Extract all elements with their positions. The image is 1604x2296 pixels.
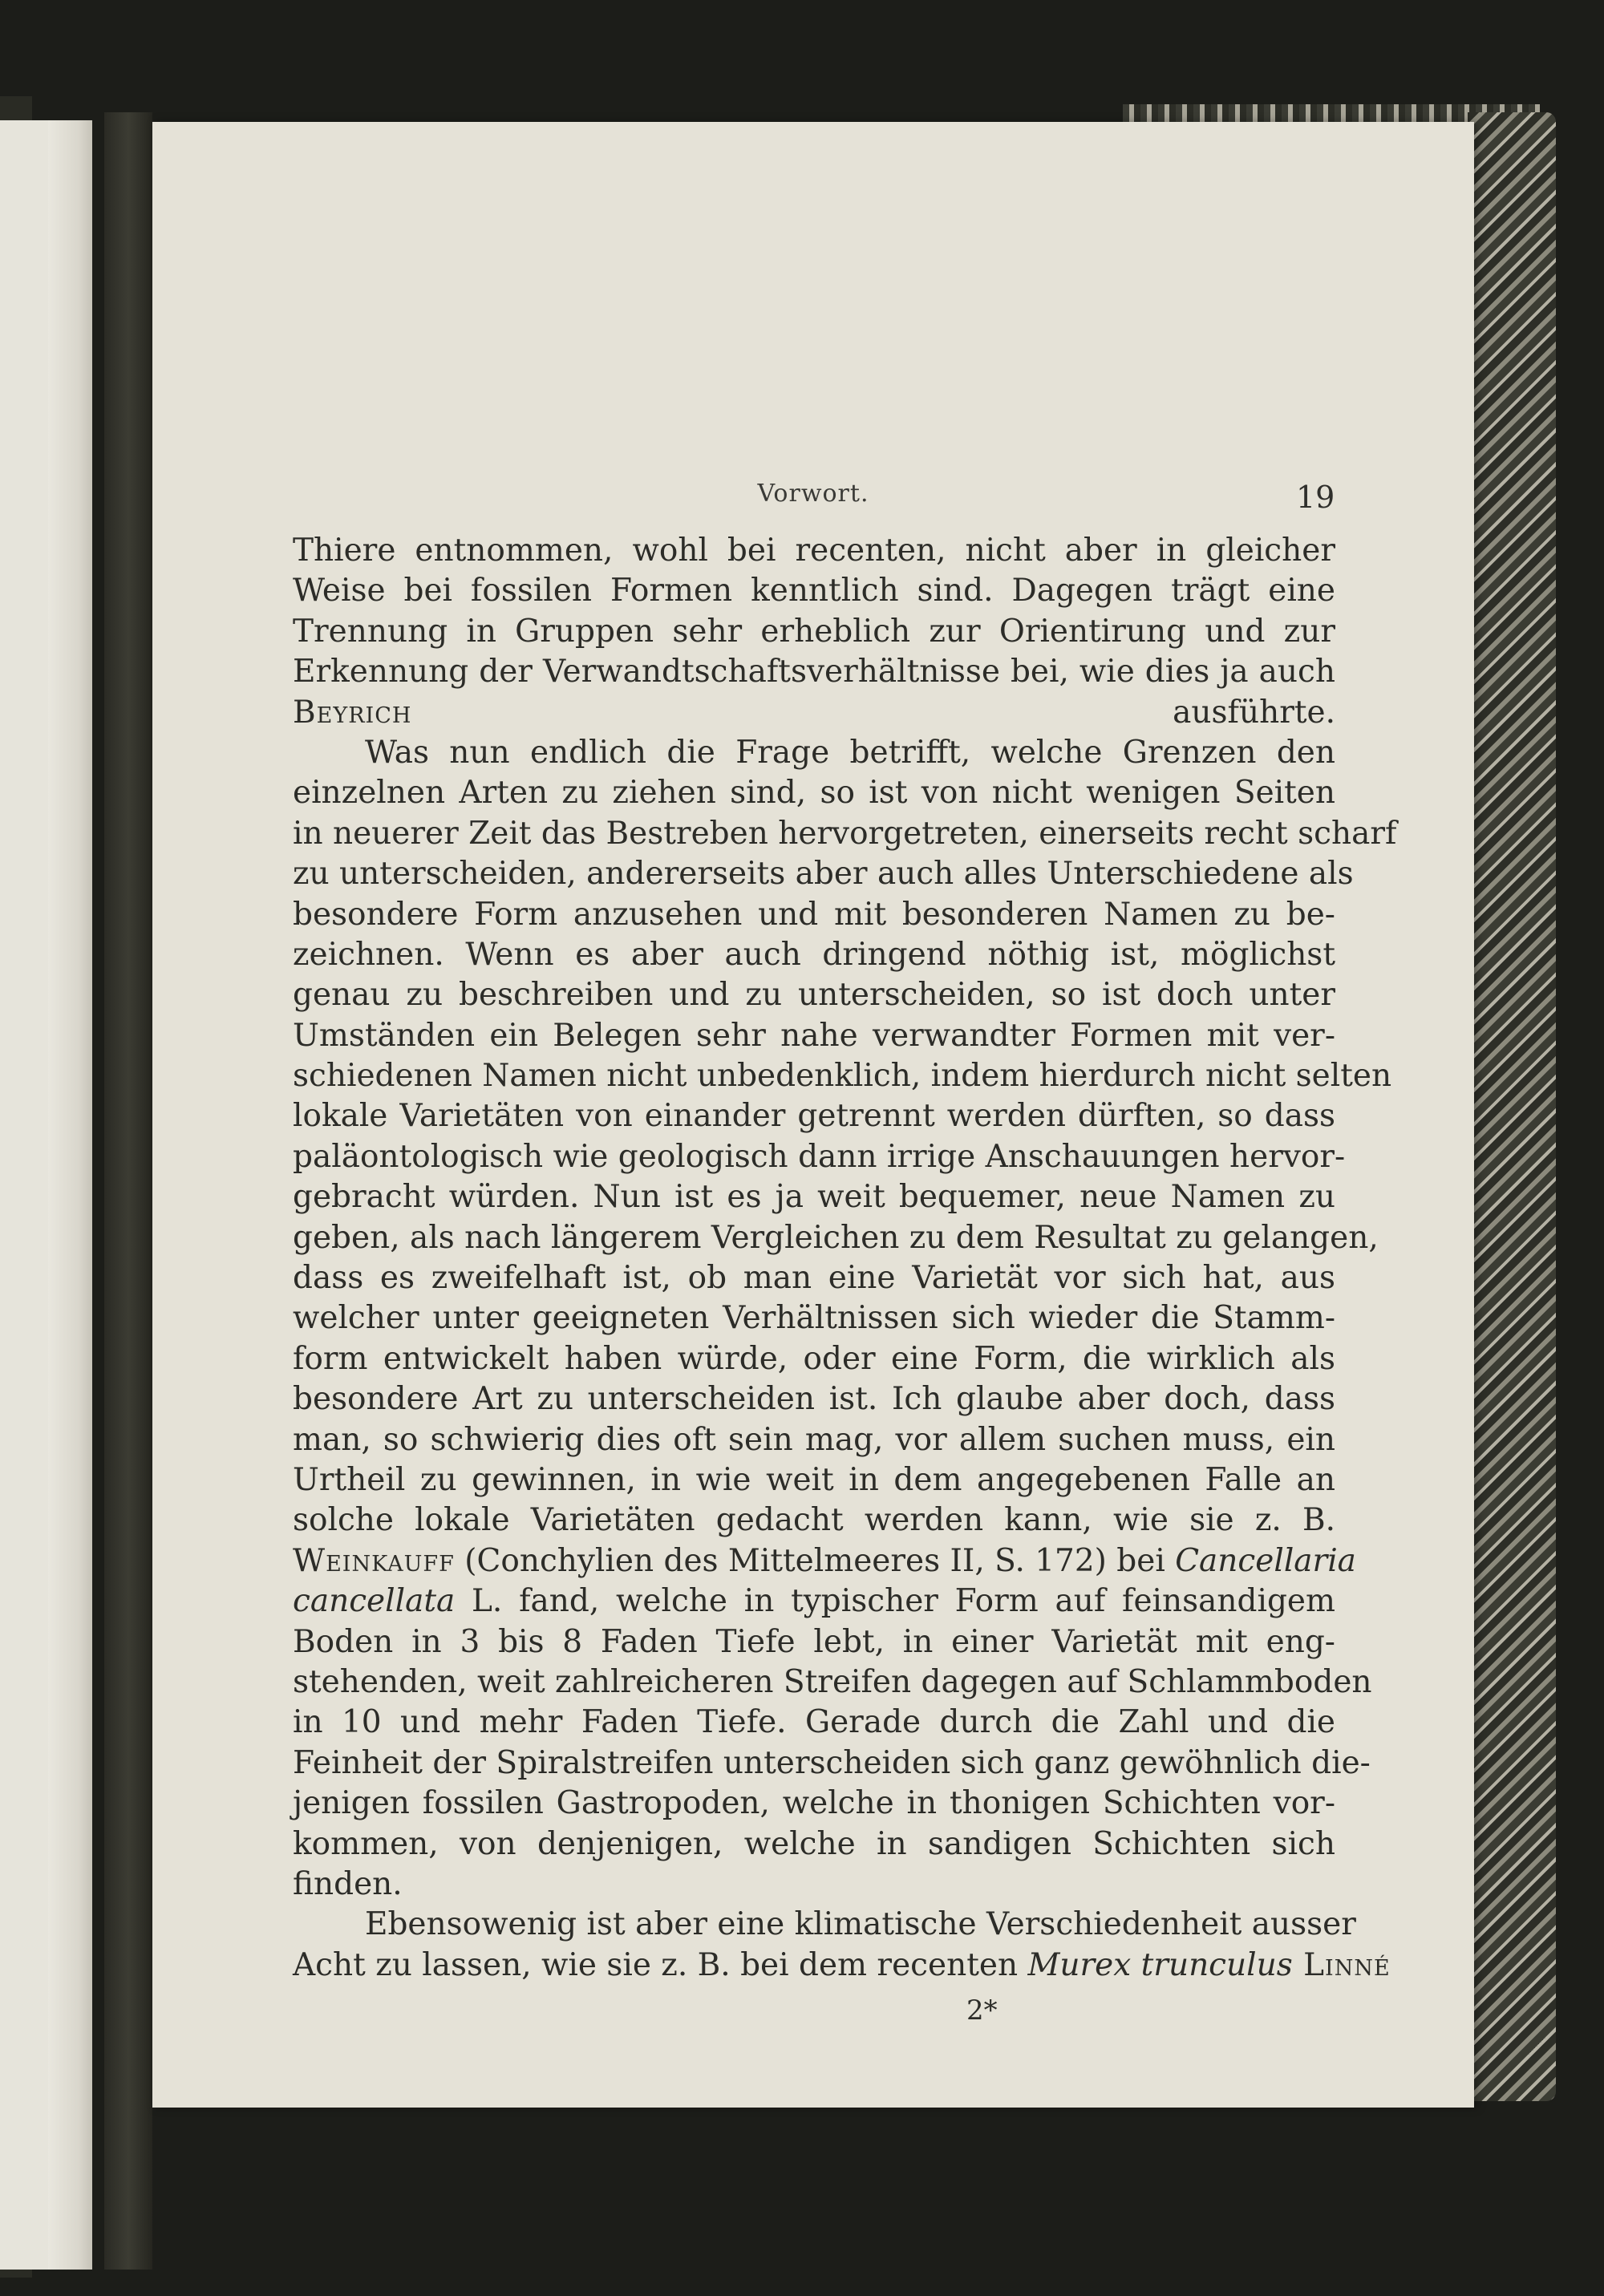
signature-mark: 2* [966,1994,998,2027]
text-line: besondere Form anzusehen und mit besonderen Namen zu be- [293,896,1335,933]
book-page [152,122,1474,2108]
text-line: finden. [293,1865,403,1902]
text-line: jenigen fossilen Gastropoden, welche in thonigen Schichten vor- [293,1785,1335,1822]
text-line: Was nun endlich die Frage betrifft, welche Grenzen den [365,734,1335,771]
text-line: Thiere entnommen, wohl bei recenten, nicht aber in gleicher [293,532,1335,569]
text-line: Erkennung der Verwandtschaftsverhältnisse bei, wie dies ja auch [293,654,1335,690]
page-number: 19 [1296,480,1335,515]
text-line: zeichnen. Wenn es aber auch dringend nöthig ist, möglichst [293,936,1335,973]
text-line: solche lokale Varietäten gedacht werden kann, wie sie z. B. [293,1502,1335,1539]
text-line: in 10 und mehr Faden Tiefe. Gerade durch die Zahl und die [293,1704,1335,1741]
facing-page-shadow [48,120,92,2270]
body-text [293,531,1397,1986]
text-line: man, so schwierig dies oft sein mag, vor allem suchen muss, ein [293,1421,1335,1458]
book-block-edge [1468,112,1556,2101]
text-line: gebracht würden. Nun ist es ja weit bequemer, neue Namen zu [293,1179,1335,1216]
text-line: Weinkauff (Conchylien des Mittelmeeres II, S. 172) bei Cancellaria [293,1542,1356,1579]
text-line: stehenden, weit zahlreicheren Streifen dagegen auf Schlammboden [293,1663,1372,1700]
text-line: cancellata L. fand, welche in typischer Form auf feinsandigem [293,1583,1335,1620]
text-line: schiedenen Namen nicht unbedenklich, indem hierdurch nicht selten [293,1058,1392,1095]
text-line: form entwickelt haben würde, oder eine Form, die wirklich als [293,1340,1335,1377]
text-line: lokale Varietäten von einander getrennt werden dürften, so dass [293,1098,1335,1135]
running-title: Vorwort. [757,480,869,508]
text-line: Ebensowenig ist aber eine klimatische Verschiedenheit ausser [365,1906,1356,1943]
text-line: einzelnen Arten zu ziehen sind, so ist von nicht wenigen Seiten [293,775,1335,812]
text-line: welcher unter geeigneten Verhältnissen sich wieder die Stamm- [293,1300,1335,1337]
text-line: kommen, von denjenigen, welche in sandigen Schichten sich [293,1825,1335,1862]
text-line: paläontologisch wie geologisch dann irrige Anschauungen hervor- [293,1138,1346,1175]
text-line: Acht zu lassen, wie sie z. B. bei dem recenten Murex trunculus Linné [293,1946,1391,1983]
text-line: besondere Art zu unterscheiden ist. Ich glaube aber doch, dass [293,1381,1335,1418]
text-line: Beyrich ausführte. [293,694,1335,731]
text-line: Boden in 3 bis 8 Faden Tiefe lebt, in einer Varietät mit eng- [293,1623,1335,1660]
text-line: Feinheit der Spiralstreifen unterscheiden sich ganz gewöhnlich die- [293,1744,1371,1781]
text-line: geben, als nach längerem Vergleichen zu dem Resultat zu gelangen, [293,1219,1379,1256]
text-line: zu unterscheiden, andererseits aber auch alles Unterschiedene als [293,856,1354,893]
text-line: Urtheil zu gewinnen, in wie weit in dem angegebenen Falle an [293,1461,1335,1498]
text-line: dass es zweifelhaft ist, ob man eine Varietät vor sich hat, aus [293,1260,1335,1297]
text-line: in neuerer Zeit das Bestreben hervorgetreten, einerseits recht scharf [293,815,1397,852]
text-line: genau zu beschreiben und zu unterscheiden, so ist doch unter [293,977,1335,1014]
text-line: Umständen ein Belegen sehr nahe verwandter Formen mit ver- [293,1017,1335,1054]
book-gutter [104,112,152,2270]
text-line: Weise bei fossilen Formen kenntlich sind. Dagegen trägt eine [293,573,1335,609]
text-line: Trennung in Gruppen sehr erheblich zur Orientirung und zur [293,613,1335,650]
